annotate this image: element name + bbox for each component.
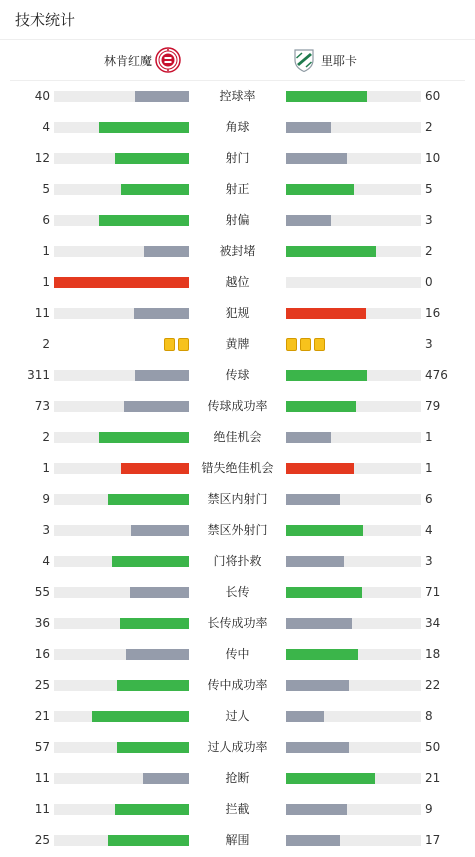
away-bar-fill <box>286 432 331 443</box>
away-bar-track <box>286 246 421 257</box>
teams-header <box>10 40 465 81</box>
stat-row <box>0 329 475 360</box>
home-value: 40 <box>34 89 50 103</box>
stat-row <box>0 391 475 422</box>
home-bar-fill <box>115 153 189 164</box>
stat-row <box>0 81 475 112</box>
stat-row <box>0 701 475 732</box>
away-value: 71 <box>425 585 441 599</box>
away-bar-fill <box>286 711 324 722</box>
away-bar-track <box>286 649 421 660</box>
away-bar-track <box>286 835 421 846</box>
home-value: 11 <box>34 802 50 816</box>
stat-label: 越位 <box>225 275 250 289</box>
stat-row <box>0 484 475 515</box>
stat-label: 犯规 <box>225 306 250 320</box>
away-bar-fill <box>286 153 347 164</box>
stat-row <box>0 639 475 670</box>
home-value: 21 <box>34 709 50 723</box>
away-bar-track <box>286 308 421 319</box>
home-bar-track <box>54 246 189 257</box>
home-bar-track <box>54 463 189 474</box>
away-value: 2 <box>425 120 433 134</box>
away-bar-track <box>286 587 421 598</box>
home-bar-fill <box>117 680 189 691</box>
home-value: 12 <box>34 151 50 165</box>
away-value: 3 <box>425 337 433 351</box>
home-bar-track <box>54 370 189 381</box>
away-value: 6 <box>425 492 433 506</box>
stat-row <box>0 174 475 205</box>
home-bar-track <box>54 587 189 598</box>
away-bar-track <box>286 215 421 226</box>
away-value: 476 <box>425 368 448 382</box>
away-bar-fill <box>286 91 367 102</box>
home-bar-track <box>54 184 189 195</box>
home-bar-fill <box>131 525 189 536</box>
home-value: 73 <box>34 399 50 413</box>
home-value: 2 <box>42 430 50 444</box>
stat-label: 角球 <box>225 120 250 134</box>
away-bar-fill <box>286 773 375 784</box>
home-bar-track <box>54 277 189 288</box>
away-bar-fill <box>286 463 354 474</box>
yellow-card-icon <box>314 338 325 351</box>
home-bar-track <box>54 525 189 536</box>
stat-row <box>0 825 475 856</box>
yellow-card-icon <box>286 338 297 351</box>
home-value: 4 <box>42 554 50 568</box>
home-bar-track <box>54 742 189 753</box>
stat-label: 传中 <box>225 647 250 661</box>
home-value: 11 <box>34 771 50 785</box>
stat-label: 长传 <box>225 585 250 599</box>
stat-row <box>0 608 475 639</box>
home-bar-track <box>54 556 189 567</box>
away-bar-track <box>286 277 421 288</box>
away-bar-track <box>286 153 421 164</box>
away-bar-fill <box>286 804 347 815</box>
home-bar-track <box>54 401 189 412</box>
away-value: 2 <box>425 244 433 258</box>
home-bar-track <box>54 711 189 722</box>
home-value: 1 <box>42 244 50 258</box>
away-value: 22 <box>425 678 441 692</box>
home-bar-fill <box>99 122 189 133</box>
yellow-card-icon <box>164 338 175 351</box>
away-bar-fill <box>286 246 376 257</box>
home-bar-fill <box>112 556 189 567</box>
home-bar-track <box>54 773 189 784</box>
away-value: 17 <box>425 833 441 847</box>
stat-row <box>0 267 475 298</box>
stat-row <box>0 298 475 329</box>
stat-label: 门将扑救 <box>213 554 262 568</box>
home-bar-track <box>54 215 189 226</box>
home-yellow-cards <box>164 338 189 351</box>
away-bar-track <box>286 618 421 629</box>
page-title: 技术统计 <box>15 11 76 29</box>
home-bar-track <box>54 680 189 691</box>
home-bar-fill <box>135 91 189 102</box>
away-value: 9 <box>425 802 433 816</box>
away-bar-fill <box>286 122 331 133</box>
away-team[interactable] <box>291 40 357 80</box>
away-bar-fill <box>286 618 352 629</box>
home-bar-fill <box>121 184 189 195</box>
away-team-name: 里耶卡 <box>321 53 358 68</box>
stat-label: 传球 <box>225 368 250 382</box>
away-bar-fill <box>286 308 366 319</box>
away-bar-track <box>286 122 421 133</box>
stat-label: 解围 <box>225 833 250 847</box>
home-bar-track <box>54 618 189 629</box>
away-bar-fill <box>286 742 349 753</box>
away-bar-fill <box>286 680 349 691</box>
stat-row <box>0 670 475 701</box>
stat-row <box>0 236 475 267</box>
away-bar-track <box>286 184 421 195</box>
home-bar-fill <box>135 370 189 381</box>
stat-label: 禁区外射门 <box>207 523 268 537</box>
home-value: 1 <box>42 461 50 475</box>
away-value: 79 <box>425 399 441 413</box>
away-bar-track <box>286 711 421 722</box>
away-bar-track <box>286 494 421 505</box>
stat-label: 控球率 <box>219 89 256 103</box>
home-bar-fill <box>134 308 189 319</box>
stat-row <box>0 763 475 794</box>
stat-label: 过人成功率 <box>207 740 268 754</box>
home-value: 57 <box>34 740 50 754</box>
stat-row <box>0 794 475 825</box>
home-bar-fill <box>121 463 189 474</box>
away-bar-fill <box>286 401 356 412</box>
home-bar-track <box>54 91 189 102</box>
home-bar-track <box>54 804 189 815</box>
stats-list <box>0 81 475 856</box>
stat-row <box>0 143 475 174</box>
yellow-card-icon <box>300 338 311 351</box>
page-header <box>0 0 475 40</box>
away-bar-track <box>286 742 421 753</box>
stat-label: 黄牌 <box>225 337 250 351</box>
home-bar-fill <box>92 711 189 722</box>
away-bar-fill <box>286 494 340 505</box>
away-value: 5 <box>425 182 433 196</box>
away-value: 21 <box>425 771 441 785</box>
home-bar-fill <box>54 277 189 288</box>
away-value: 3 <box>425 213 433 227</box>
away-bar-track <box>286 91 421 102</box>
away-yellow-cards <box>286 338 325 351</box>
stat-label: 错失绝佳机会 <box>201 461 274 475</box>
away-bar-track <box>286 463 421 474</box>
home-bar-track <box>54 153 189 164</box>
away-bar-fill <box>286 587 362 598</box>
home-value: 11 <box>34 306 50 320</box>
home-value: 4 <box>42 120 50 134</box>
away-value: 18 <box>425 647 441 661</box>
home-value: 55 <box>34 585 50 599</box>
stat-label: 抢断 <box>225 771 250 785</box>
home-value: 16 <box>34 647 50 661</box>
away-value: 10 <box>425 151 441 165</box>
away-bar-fill <box>286 215 331 226</box>
away-value: 1 <box>425 461 433 475</box>
home-bar-fill <box>144 246 189 257</box>
home-value: 3 <box>42 523 50 537</box>
home-value: 25 <box>34 678 50 692</box>
away-bar-fill <box>286 556 344 567</box>
stat-row <box>0 732 475 763</box>
away-value: 4 <box>425 523 433 537</box>
home-value: 5 <box>42 182 50 196</box>
home-bar-fill <box>130 587 189 598</box>
stat-row <box>0 112 475 143</box>
home-bar-track <box>54 308 189 319</box>
away-value: 8 <box>425 709 433 723</box>
away-team-logo-icon <box>291 47 317 73</box>
home-value: 2 <box>42 337 50 351</box>
home-team[interactable] <box>104 40 181 80</box>
away-value: 3 <box>425 554 433 568</box>
home-bar-fill <box>143 773 189 784</box>
home-value: 6 <box>42 213 50 227</box>
stat-label: 传球成功率 <box>207 399 268 413</box>
stat-row <box>0 577 475 608</box>
stat-label: 绝佳机会 <box>213 430 262 444</box>
away-value: 34 <box>425 616 441 630</box>
home-bar-fill <box>124 401 189 412</box>
home-team-logo-icon <box>155 47 181 73</box>
stat-label: 传中成功率 <box>207 678 268 692</box>
stat-row <box>0 515 475 546</box>
stat-row <box>0 360 475 391</box>
home-bar-fill <box>126 649 189 660</box>
home-value: 36 <box>34 616 50 630</box>
home-value: 9 <box>42 492 50 506</box>
home-value: 1 <box>42 275 50 289</box>
stat-label: 拦截 <box>225 802 250 816</box>
away-bar-fill <box>286 525 363 536</box>
away-bar-track <box>286 804 421 815</box>
home-bar-fill <box>108 494 189 505</box>
away-bar-track <box>286 370 421 381</box>
stat-row <box>0 205 475 236</box>
stat-row <box>0 422 475 453</box>
stat-label: 禁区内射门 <box>207 492 268 506</box>
away-bar-fill <box>286 649 358 660</box>
stat-label: 长传成功率 <box>207 616 268 630</box>
home-bar-fill <box>99 215 189 226</box>
home-bar-track <box>54 122 189 133</box>
away-value: 0 <box>425 275 433 289</box>
away-value: 16 <box>425 306 441 320</box>
away-bar-track <box>286 680 421 691</box>
home-bar-fill <box>99 432 189 443</box>
home-value: 311 <box>27 368 50 382</box>
away-value: 60 <box>425 89 441 103</box>
away-bar-track <box>286 432 421 443</box>
stat-label: 射正 <box>225 182 250 196</box>
home-bar-fill <box>120 618 189 629</box>
away-bar-track <box>286 556 421 567</box>
home-bar-fill <box>108 835 189 846</box>
away-value: 1 <box>425 430 433 444</box>
home-bar-track <box>54 494 189 505</box>
stat-row <box>0 453 475 484</box>
away-bar-fill <box>286 184 354 195</box>
home-team-name: 林肯红魔 <box>103 53 152 68</box>
away-bar-track <box>286 525 421 536</box>
yellow-card-icon <box>178 338 189 351</box>
home-bar-fill <box>115 804 189 815</box>
stat-label: 射门 <box>225 151 250 165</box>
away-bar-track <box>286 401 421 412</box>
away-bar-fill <box>286 370 367 381</box>
stat-label: 被封堵 <box>219 244 256 258</box>
stat-label: 射偏 <box>225 213 250 227</box>
home-value: 25 <box>34 833 50 847</box>
away-value: 50 <box>425 740 441 754</box>
home-bar-fill <box>117 742 189 753</box>
home-bar-track <box>54 649 189 660</box>
stat-label: 过人 <box>225 709 250 723</box>
home-bar-track <box>54 835 189 846</box>
away-bar-track <box>286 773 421 784</box>
stat-row <box>0 546 475 577</box>
away-bar-fill <box>286 835 340 846</box>
home-bar-track <box>54 432 189 443</box>
